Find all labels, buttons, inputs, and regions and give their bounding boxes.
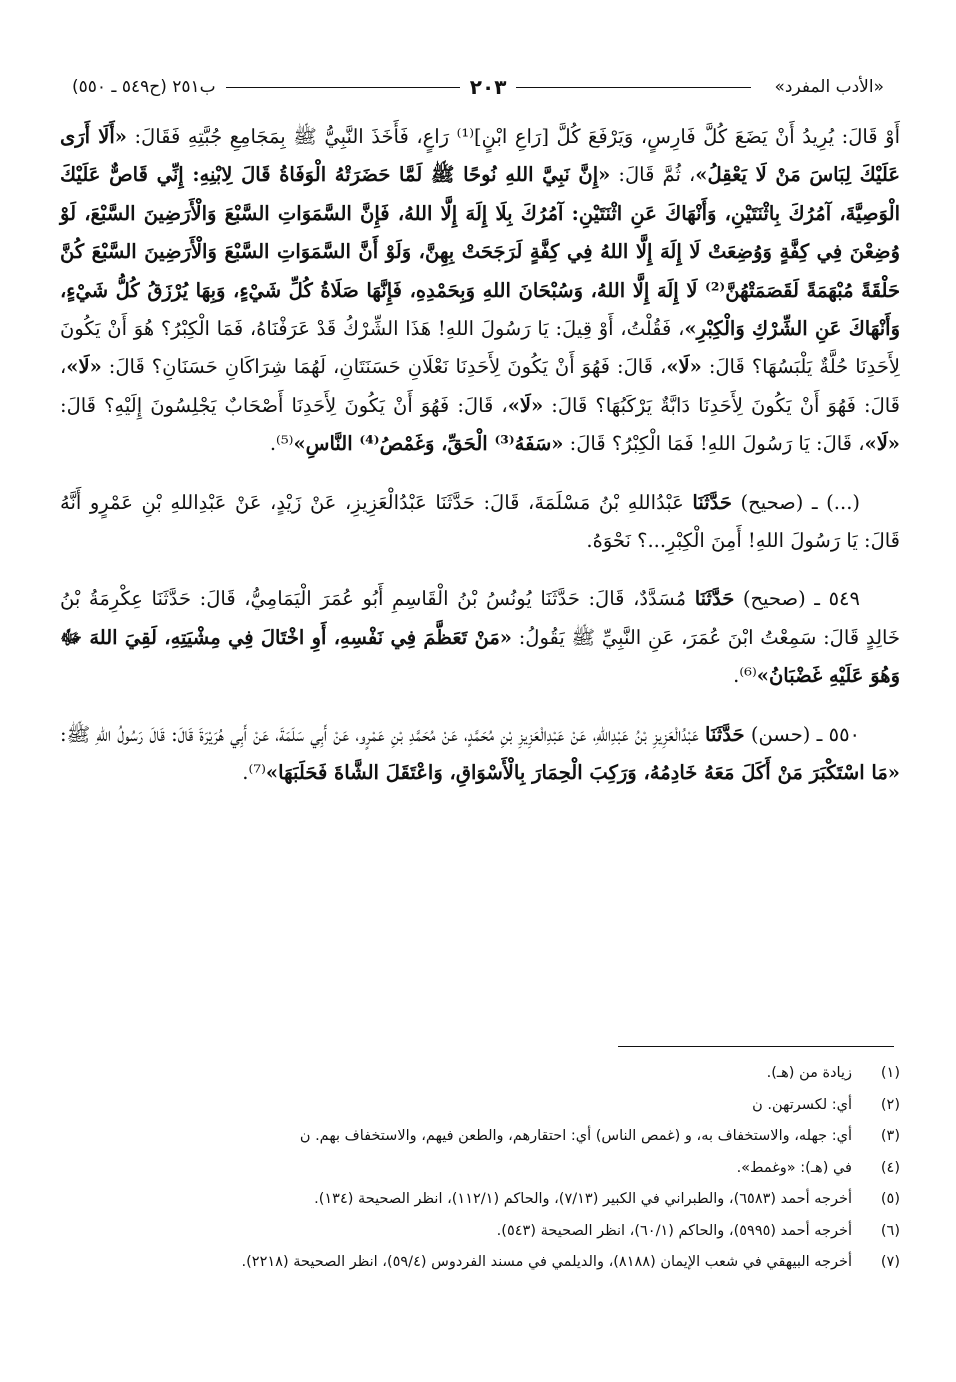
footnote-text: أخرجه البيهقي في شعب الإيمان (٨١٨٨)، والديلمي في مسند الفردوس (٥٩/٤)، انظر الصحيحة (٢٢١٨). bbox=[241, 1254, 852, 1270]
bold-text-span: «سَفَهُ⁽³⁾ الْحَقِّ، وَغَمْصُ⁽⁴⁾ النَّاسِ» bbox=[293, 432, 564, 456]
footnote bbox=[60, 1058, 900, 1090]
text-span: عَبْدُالْعَزِيزِ بْنُ عَبْدِاللهِ، عَنْ عَبْدِالْعَزِيزِ بْنِ مُحَمَّدٍ، عَنْ مُحَمَّدِ بْنِ عَمْرٍو، عَنْ أَبِي سَلَمَةَ، عَنْ أَبِي هُرَيْرَةَ قَالَ: قَالَ رَسُولُ اللهِ ﷺ: bbox=[60, 722, 706, 746]
text-span: ، قَالَ: فَهُوَ أَنْ يَكُونَ لِأَحَدِنَا أَصْحَابٌ يَجْلِسُونَ إِلَيْهِ؟ قَالَ: bbox=[60, 393, 508, 417]
bold-text-span: حَدَّثَنَا bbox=[694, 587, 735, 611]
footnotes bbox=[60, 1058, 900, 1279]
footnote-text: زيادة من (هـ). bbox=[766, 1065, 852, 1081]
text-span: ٥٤٩ ـ (صحيح) bbox=[734, 587, 860, 611]
bold-text-span: «لَا» bbox=[66, 355, 102, 379]
chapter-reference: ب٢٥١ (ح٥٤٩ ـ ٥٥٠) bbox=[71, 77, 216, 97]
footnote-number: (٥) bbox=[880, 1191, 900, 1207]
bold-text-span: حَدَّثَنَا bbox=[692, 490, 732, 514]
hadith-paragraph bbox=[60, 484, 900, 561]
footnote-text: في (هـ): «وغمط». bbox=[736, 1159, 852, 1176]
text-span: ، قَالَ: فَهُوَ أَنْ يَكُونَ لِأَحَدِنَا نَعْلَانِ حَسَنَتَانِ، لَهُمَا شِرَاكَانِ حَسَنَانِ؟ قَالَ: bbox=[101, 355, 667, 379]
footnote-text: أي: جهله، والاستخفاف به، و (غمص الناس) أي: احتقارهم، والطعن فيهم، والاستخفاف بهم. ن bbox=[299, 1128, 852, 1144]
continuation-paragraph bbox=[60, 118, 900, 464]
text-span: ⁽⁵⁾. bbox=[269, 432, 294, 456]
footnote-text: أخرجه أحمد (٦٥٨٣)، والطبراني في الكبير (٧/١٣)، والحاكم (١١٢/١)، انظر الصحيحة (١٣٤). bbox=[314, 1191, 852, 1207]
text-span: ⁽⁷⁾. bbox=[242, 761, 266, 785]
bold-text-span: «لَا» bbox=[864, 432, 900, 456]
footnote bbox=[60, 1247, 900, 1279]
book-title: «الأدب المفرد» bbox=[774, 77, 884, 97]
bold-text-span: «إِنَّ نَبِيَّ اللهِ نُوحًا ﷺ لَمَّا حَضَرَتْهُ الْوَفَاةُ قَالَ لِابْنِهِ: إِنِّي قَاصٌّ عَلَيْكَ الْوَصِيَّةَ، آمُرُكَ بِاثْنَتَيْنِ، وَأَنْهَاكَ عَنِ اثْنَتَيْنِ: آمُرُكَ بِلَا إِلَهَ إِلَّا اللهُ، فَإِنَّ السَّمَوَاتِ السَّبْعَ وَالْأَرَضِينَ السَّبْعَ، لَوْ وُضِعْنَ فِي كِفَّةٍ وَوُضِعَتْ لَا إِلَهَ إِلَّا اللهُ فِي كِفَّةٍ لَرَجَحَتْ بِهِنَّ، وَلَوْ أَنَّ السَّمَوَاتِ السَّبْعَ وَالْأَرَضِينَ السَّبْعَ كُنَّ حَلْقَةً مُبْهَمَةً لَقَصَمَتْهُنَّ⁽²⁾ لَا إِلَهَ إِلَّا اللهُ، وَسُبْحَانَ اللهِ وَبِحَمْدِهِ، فَإِنَّهَا صَلَاةُ كُلِّ شَيْءٍ، وَبِهَا يُرْزَقُ كُلُّ شَيْءٍ، وَأَنْهَاكَ عَنِ الشِّرْكِ وَالْكِبْرِ» bbox=[60, 163, 901, 341]
text-span: ، قَالَ: يَا رَسُولَ اللهِ! فَمَا الْكِبْرُ؟ قَالَ: bbox=[563, 432, 865, 456]
footnote bbox=[60, 1121, 900, 1153]
header-rule-right bbox=[226, 87, 460, 88]
bold-text-span: «مَا اسْتَكْبَرَ مَنْ أَكَلَ مَعَهُ خَادِمُهُ، وَرَكِبَ الْحِمَارَ بِالْأَسْوَاقِ، وَاعْتَقَلَ الشَّاةَ فَحَلَبَهَا» bbox=[265, 761, 900, 785]
page-header bbox=[72, 70, 884, 104]
footnote bbox=[60, 1090, 900, 1122]
text-span: (...) ـ (صحيح) bbox=[731, 490, 860, 514]
text-span: ٥٥٠ ـ (حسن) bbox=[744, 722, 861, 746]
footnote bbox=[60, 1153, 900, 1185]
text-span: عَبْدُاللهِ بْنُ مَسْلَمَةَ، قَالَ: حَدَّثَنَا عَبْدُالْعَزِيزِ، عَنْ زَيْدٍ، عَنْ عَبْدِاللهِ بْنِ عَمْرٍو أَنَّهُ قَالَ: يَا رَسُولَ اللهِ! أَمِنَ الْكِبْرِ...؟ نَحْوَهُ. bbox=[60, 490, 900, 553]
footnote-number: (٧) bbox=[880, 1254, 900, 1270]
bold-text-span: «مَنْ تَعَظَّمَ فِي نَفْسِهِ، أَوِ اخْتَالَ فِي مِشْيَتِهِ، لَقِيَ اللهَ ﷻ وَهُوَ عَلَيْهِ غَضْبَانُ» bbox=[60, 625, 900, 688]
page-number: ٢٠٣ bbox=[469, 75, 507, 99]
bold-text-span: «لَا» bbox=[507, 393, 544, 417]
text-span: ⁽⁶⁾. bbox=[733, 664, 757, 688]
header-rule-left bbox=[516, 87, 750, 88]
text-span: مُسَدَّدٌ، قَالَ: حَدَّثَنَا يُونُسُ بْنُ الْقَاسِمِ أَبُو عُمَرَ الْيَمَامِيُّ، قَالَ: حَدَّثَنَا عِكْرِمَةُ بْنُ خَالِدٍ قَالَ: سَمِعْتُ ابْنَ عُمَرَ، عَنِ النَّبِيِّ ﷺ يَقُولُ: bbox=[60, 587, 901, 649]
footnote-text: أخرجه أحمد (٥٩٩٥)، والحاكم (٦٠/١)، انظر الصحيحة (٥٤٣). bbox=[496, 1222, 852, 1239]
footnote-number: (١) bbox=[880, 1065, 900, 1081]
footnote-number: (٤) bbox=[880, 1159, 900, 1176]
hadith-paragraph bbox=[60, 580, 900, 695]
bold-text-span: حَدَّثَنَا bbox=[705, 722, 745, 746]
main-text bbox=[60, 118, 900, 793]
footnote-separator bbox=[618, 1046, 894, 1047]
bold-text-span: «لَا» bbox=[666, 355, 702, 379]
text-span: ، فَقُلْتُ، أَوْ قِيلَ: يَا رَسُولَ اللهِ! هَذَا الشِّرْكُ قَدْ عَرَفْنَاهُ، فَمَا الْكِبْرُ؟ هُوَ أَنْ يَكُونَ لِأَحَدِنَا حُلَّةٌ يَلْبَسُهَا؟ قَالَ: bbox=[60, 317, 901, 379]
footnote-number: (٦) bbox=[880, 1222, 900, 1239]
text-span: ، قَالَ: فَهُوَ أَنْ يَكُونَ لِأَحَدِنَا دَابَّةٌ يَرْكَبُهَا؟ قَالَ: bbox=[60, 355, 900, 417]
footnote-text: أي: لكسرتهن. ن bbox=[752, 1096, 852, 1113]
bold-text-span: «أَلَا أَرَى عَلَيْكَ لِبَاسَ مَنْ لَا يَعْقِلُ» bbox=[60, 125, 900, 187]
hadith-paragraph bbox=[60, 716, 900, 793]
text-span: أَوْ قَالَ: يُرِيدُ أَنْ يَضَعَ كُلَّ فَارِسٍ، وَيَرْفَعَ كُلَّ [رَاعِ ابْنٍ]⁽¹⁾ رَاعٍ، فَأَخَذَ النَّبِيُّ ﷺ بِمَجَامِعِ جُبَّتِهِ فَقَالَ: bbox=[126, 125, 900, 148]
text-span: ، ثُمَّ قَالَ: bbox=[610, 163, 696, 187]
footnote-number: (٣) bbox=[880, 1128, 900, 1144]
footnote bbox=[60, 1184, 900, 1216]
footnote bbox=[60, 1216, 900, 1248]
footnote-number: (٢) bbox=[880, 1096, 900, 1113]
